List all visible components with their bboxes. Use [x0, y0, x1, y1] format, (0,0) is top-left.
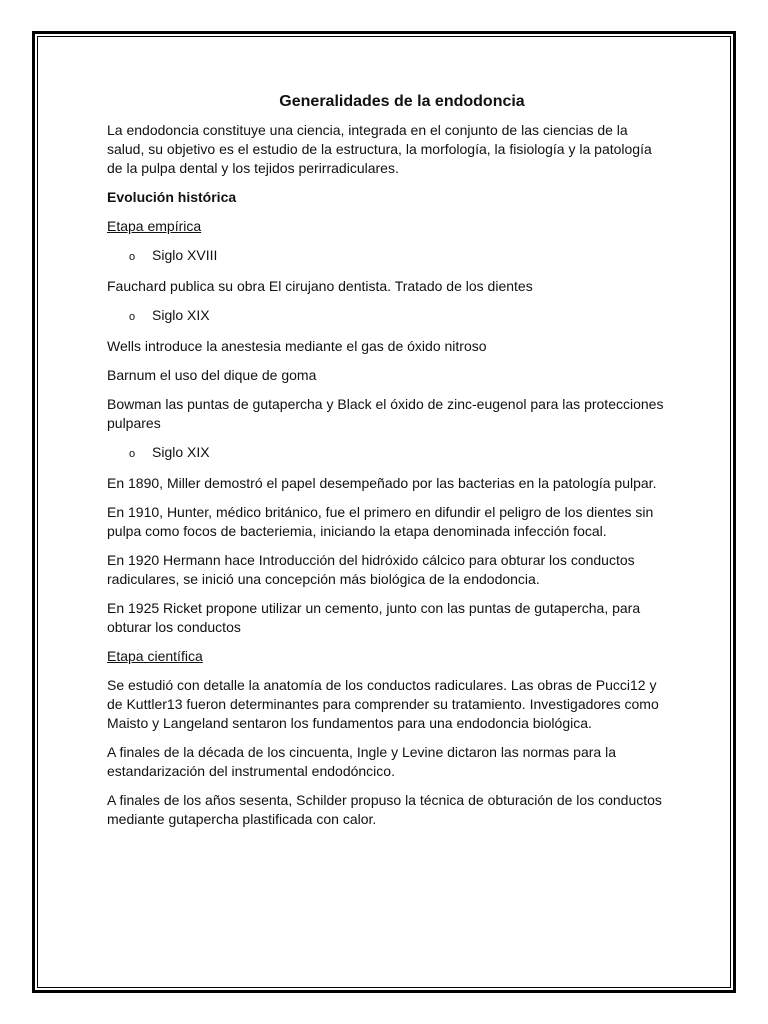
paragraph-ingle: A finales de la década de los cincuenta, Ingle y Levine dictaron las normas para la estandarización del instrumental endodóncico. — [107, 744, 616, 779]
paragraph-schilder: A finales de los años sesenta, Schilder propuso la técnica de obturación de los conductos mediante gutapercha plastificada con calor. — [107, 792, 662, 827]
paragraph-ricket: En 1925 Ricket propone utilizar un cemento, junto con las puntas de gutapercha, para obturar los conductos — [107, 600, 641, 635]
intro-paragraph: La endodoncia constituye una ciencia, integrada en el conjunto de las ciencias de la salud, su objetivo es el estudio de la estructura, la morfología, la fisiología y la patología de la pulpa dental y los tejidos perirradiculares. — [107, 122, 652, 176]
section-heading: Evolución histórica — [107, 189, 237, 205]
paragraph-miller: En 1890, Miller demostró el papel desempeñado por las bacterias en la patología pulpar. — [107, 475, 657, 491]
paragraph-bowman: Bowman las puntas de gutapercha y Black el óxido de zinc-eugenol para las protecciones pulpares — [107, 396, 664, 431]
list-item-label: Siglo XVIII — [152, 247, 218, 263]
list-item — [107, 443, 667, 464]
paragraph-wells: Wells introduce la anestesia mediante el gas de óxido nitroso — [107, 338, 487, 354]
paragraph-hermann: En 1920 Hermann hace Introducción del hidróxido cálcico para obturar los conductos radiculares, se inició una concepción más biológica de la endodoncia. — [107, 552, 635, 587]
paragraph-barnum: Barnum el uso del dique de goma — [107, 367, 317, 383]
list-item-label: Siglo XIX — [152, 444, 210, 460]
list-item-label: Siglo XIX — [152, 307, 210, 323]
paragraph-hunter: En 1910, Hunter, médico británico, fue el primero en difundir el peligro de los dientes sin pulpa como focos de bacteriemia, iniciando la etapa denominada infección focal. — [107, 504, 654, 539]
document-body — [107, 92, 667, 839]
subheading-scientific-stage: Etapa científica — [107, 648, 203, 664]
bullet-icon: o — [129, 311, 136, 323]
bullet-icon: o — [129, 251, 136, 263]
paragraph-anatomy: Se estudió con detalle la anatomía de los conductos radiculares. Las obras de Pucci12 y de Kuttler13 fueron determinantes para comprender su tratamiento. Investigadores como Maisto y Langeland sentaron los fundamentos para una endodoncia biológica. — [107, 677, 659, 731]
list-item — [107, 306, 667, 327]
document-title: Generalidades de la endodoncia — [279, 93, 525, 110]
paragraph-fauchard: Fauchard publica su obra El cirujano dentista. Tratado de los dientes — [107, 278, 533, 294]
list-item — [107, 246, 667, 267]
subheading-empirical-stage: Etapa empírica — [107, 218, 202, 234]
bullet-icon: o — [129, 448, 136, 460]
